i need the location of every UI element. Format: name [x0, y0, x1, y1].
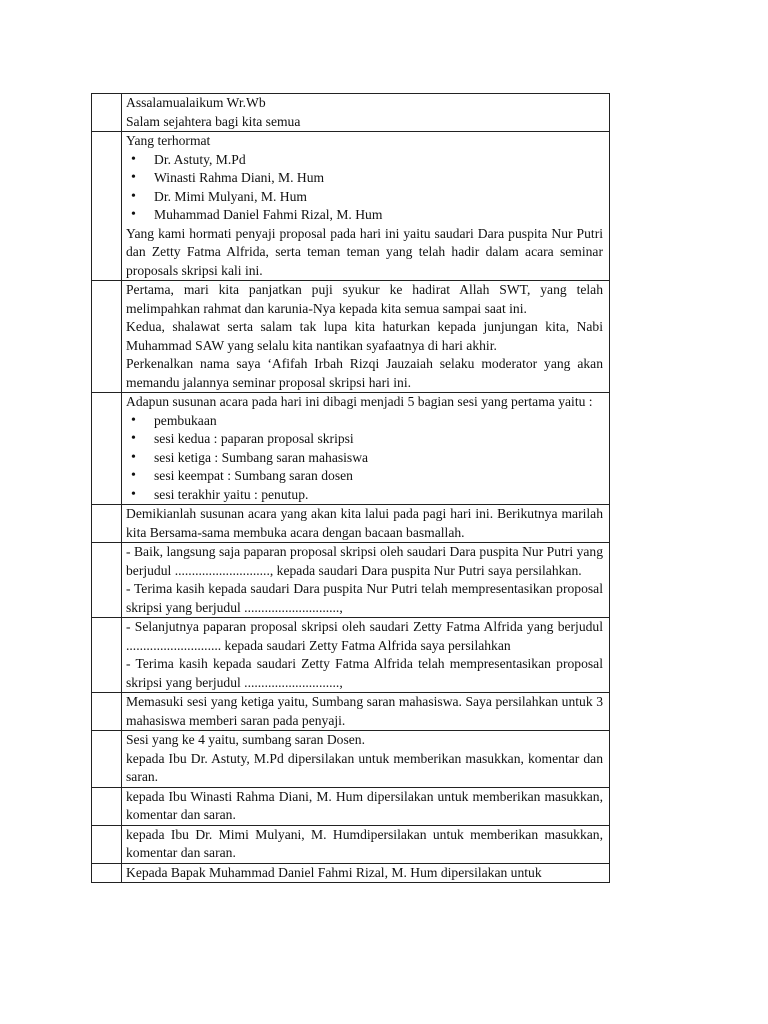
row-content-cell	[122, 618, 610, 693]
row-number-cell	[92, 94, 122, 132]
paragraph: - Selanjutnya paparan proposal skripsi oleh saudari Zetty Fatma Alfrida yang berjudul ............................ kepada saudari Zetty Fatma Alfrida saya persilahkan	[126, 619, 603, 653]
table-row	[92, 825, 610, 863]
paragraph: Sesi yang ke 4 yaitu, sumbang saran Dosen.	[126, 732, 365, 747]
table-row	[92, 787, 610, 825]
table-row	[92, 731, 610, 788]
paragraph: Yang terhormat	[126, 133, 211, 148]
row-content-cell	[122, 731, 610, 788]
table-row	[92, 543, 610, 618]
paragraph: Memasuki sesi yang ketiga yaitu, Sumbang saran mahasiswa. Saya persilahkan untuk 3 mahasiswa memberi saran pada penyaji.	[126, 694, 603, 728]
paragraph: kepada Ibu Dr. Astuty, M.Pd dipersilakan untuk memberikan masukkan, komentar dan saran.	[126, 750, 603, 784]
row-number-cell	[92, 281, 122, 393]
row-number-cell	[92, 618, 122, 693]
moderator-script-table	[91, 93, 610, 883]
bullet-list	[126, 151, 603, 225]
paragraph: Salam sejahtera bagi kita semua	[126, 113, 301, 129]
table-row	[92, 132, 610, 281]
paragraph: Kepada Bapak Muhammad Daniel Fahmi Rizal, M. Hum dipersilakan untuk	[126, 864, 542, 880]
row-content-cell	[122, 393, 610, 505]
paragraph: - Terima kasih kepada saudari Dara puspita Nur Putri telah mempresentasikan proposal skripsi yang berjudul ............................,	[126, 581, 603, 615]
paragraph: Assalamualaikum Wr.Wb	[126, 95, 266, 110]
row-number-cell	[92, 731, 122, 788]
row-content-cell	[122, 281, 610, 393]
paragraph: kepada Ibu Dr. Mimi Mulyani, M. Humdipersilakan untuk memberikan masukkan, komentar dan saran.	[126, 826, 603, 860]
row-number-cell	[92, 543, 122, 618]
row-number-cell	[92, 787, 122, 825]
list-item: • sesi ketiga : Sumbang saran mahasiswa	[126, 449, 603, 468]
list-item: • Dr. Astuty, M.Pd	[126, 151, 603, 170]
list-item: • sesi keempat : Sumbang saran dosen	[126, 467, 603, 486]
paragraph: Pertama, mari kita panjatkan puji syukur ke hadirat Allah SWT, yang telah melimpahkan rahmat dan karunia-Nya kepada kita semua sampai saat ini.	[126, 282, 603, 316]
paragraph: Demikianlah susunan acara yang akan kita lalui pada pagi hari ini. Berikutnya marilah kita Bersama-sama membuka acara dengan bacaan basmallah.	[126, 506, 603, 540]
row-number-cell	[92, 693, 122, 731]
list-item: • sesi terakhir yaitu : penutup.	[126, 486, 603, 505]
bullet-list	[126, 412, 603, 505]
row-content-cell	[122, 543, 610, 618]
list-item: • pembukaan	[126, 412, 603, 431]
paragraph: Kedua, shalawat serta salam tak lupa kita haturkan kepada junjungan kita, Nabi Muhammad SAW yang selalu kita nantikan syafaatnya di hari akhir.	[126, 319, 603, 353]
row-content-cell	[122, 863, 610, 883]
list-item: • Dr. Mimi Mulyani, M. Hum	[126, 188, 603, 207]
paragraph: Yang kami hormati penyaji proposal pada hari ini yaitu saudari Dara puspita Nur Putri dan Zetty Fatma Alfrida, serta teman teman yang telah hadir dalam acara seminar proposals skripsi kali ini.	[126, 225, 603, 278]
table-row	[92, 281, 610, 393]
table-row	[92, 94, 610, 132]
table-row	[92, 393, 610, 505]
row-content-cell	[122, 825, 610, 863]
paragraph: - Terima kasih kepada saudari Zetty Fatma Alfrida telah mempresentasikan proposal skripsi yang berjudul ............................,	[126, 656, 603, 690]
row-content-cell	[122, 94, 610, 132]
row-number-cell	[92, 863, 122, 883]
table-row	[92, 618, 610, 693]
paragraph: Adapun susunan acara pada hari ini dibagi menjadi 5 bagian sesi yang pertama yaitu :	[126, 394, 593, 409]
row-number-cell	[92, 132, 122, 281]
paragraph: Perkenalkan nama saya ‘Afifah Irbah Rizqi Jauzaiah selaku moderator yang akan memandu jalannya seminar proposal skripsi hari ini.	[126, 356, 603, 390]
paragraph: kepada Ibu Winasti Rahma Diani, M. Hum dipersilakan untuk memberikan masukkan, komentar dan saran.	[126, 788, 603, 822]
table-row	[92, 693, 610, 731]
row-content-cell	[122, 787, 610, 825]
row-number-cell	[92, 505, 122, 543]
list-item: • Winasti Rahma Diani, M. Hum	[126, 169, 603, 188]
row-content-cell	[122, 505, 610, 543]
row-number-cell	[92, 825, 122, 863]
row-content-cell	[122, 132, 610, 281]
table-row	[92, 505, 610, 543]
paragraph: - Baik, langsung saja paparan proposal skripsi oleh saudari Dara puspita Nur Putri yang berjudul ............................, kepada saudari Dara puspita Nur Putri saya persilahkan.	[126, 544, 603, 578]
table-row	[92, 863, 610, 883]
row-content-cell	[122, 693, 610, 731]
list-item: • Muhammad Daniel Fahmi Rizal, M. Hum	[126, 206, 603, 225]
list-item: • sesi kedua : paparan proposal skripsi	[126, 430, 603, 449]
row-number-cell	[92, 393, 122, 505]
